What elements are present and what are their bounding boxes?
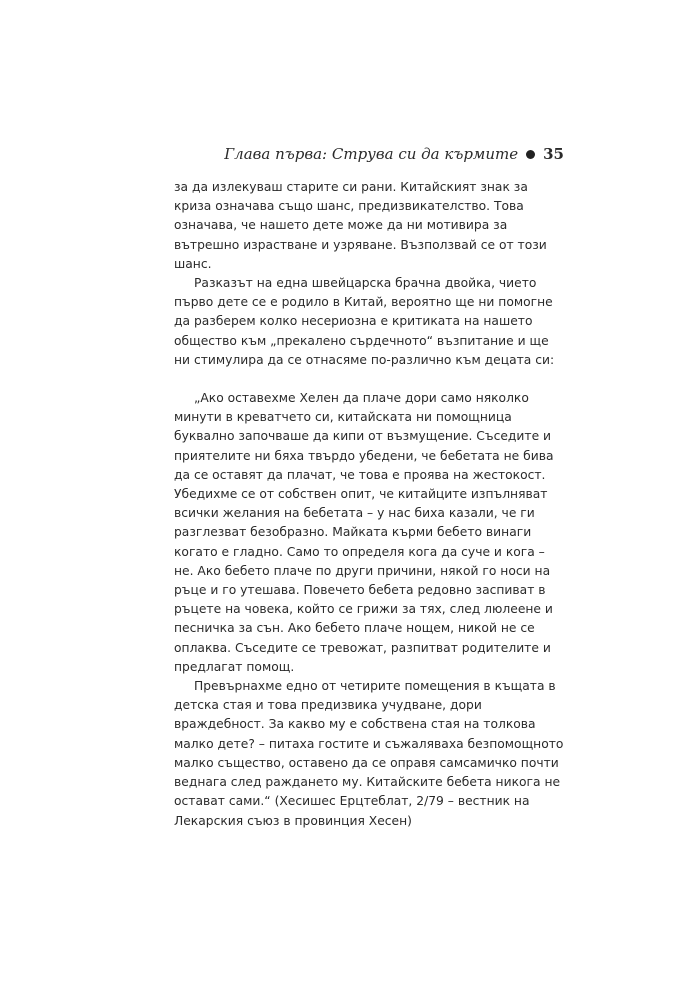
running-header: [224, 145, 564, 163]
spacer: [174, 370, 564, 389]
quote-paragraph: „Ако оставехме Хелен да плаче дори само няколко минути в креватчето си, китайската ни помощница буквално започваше да кипи от възмущение. Съседите и приятелите ни бяха твърдо убедени, че бебетата не бива да се оставят да плачат, че това е проява на жестокост. Убедихме се от собствен опит, че китайците изпълняват всички желания на бебетата – у нас биха казали, че ги разглезват безобразно. Майката кърми бебето винаги когато е гладно. Само то определя кога да суче и кога – не. Ако бебето плаче по други причини, някой го носи на ръце и го утешава. Повечето бебета редовно заспиват в ръцете на човека, който се грижи за тях, след люлеене и песничка за сън. Ако бебето плаче нощем, никой не се оплаква. Съседите се тревожат, разпитват родителите и предлагат помощ.: [174, 391, 554, 674]
page-number: 35: [543, 145, 564, 163]
quote-paragraph: Превърнахме едно от четирите помещения в къщата в детска стая и това предизвика учудване, дори враждебност. За какво му е собствена стая на толкова малко дете? – питаха гостите и съжаляваха безпомощното малко същество, оставено да се оправя самсамичко почти веднага след раждането му. Китайските бебета никога не остават сами.“ (Хесишес Ерцтеблат, 2/79 – вестник на Лекарския съюз в провинция Хесен): [174, 679, 564, 828]
chapter-title: Глава първа: Струва си да кърмите: [224, 145, 519, 163]
paragraph: за да излекуваш старите си рани. Китайският знак за криза означава също шанс, предизвикателство. Това означава, че нашето дете може да ни мотивира за вътрешно израстване и узряване. Възползвай се от този шанс.: [174, 180, 547, 271]
body-text: [174, 178, 564, 831]
bullet-icon: [526, 150, 535, 159]
paragraph: Разказът на една швейцарска брачна двойка, чието първо дете се е родило в Китай, вероятно ще ни помогне да разберем колко несериозна е критиката на нашето общество към „прекалено сърдечното“ възпитание и ще ни стимулира да се отнасяме по-различно към децата си:: [174, 276, 555, 367]
